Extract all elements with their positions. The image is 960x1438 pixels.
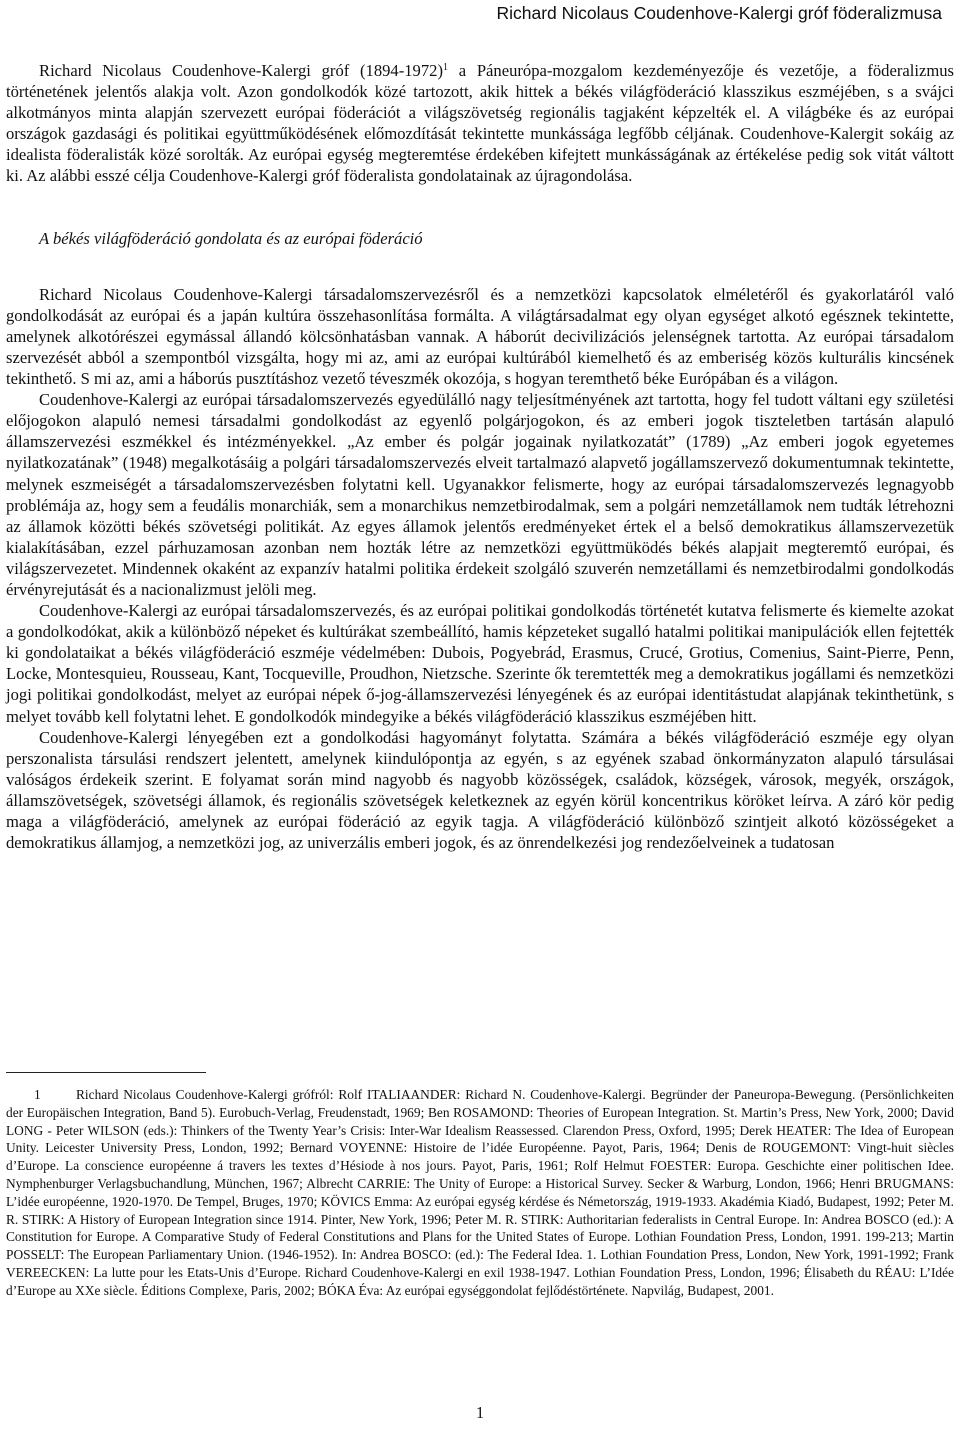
body-paragraph: Coudenhove-Kalergi az európai társadalomszervezés, és az európai politikai gondolkodás történetét kutatva felismerte és kiemelte azokat a gondolkodókat, akik a különböző népeket és kultúrákat szembeállító, hamis képzeteket sugalló hatalmi politikai manipulációk ellen fejtették ki gondolataikat a békés világföderáció eszméje védelmében: Dubois, Pogyebrád, Erasmus, Crucé, Grotius, Comenius, Saint-Pierre, Penn, Locke, Montesquieu, Rousseau, Kant, Tocqueville, Proudhon, Nietzsche. Szerinte ők teremtették meg a demokratikus jogállami és nemzetközi jogi politikai gondolkodást, melyet az európai népek ő-jog-államszervezési lényegének és az európai identitástudat alapjának tekinthetünk, s melyet tovább kell folytatni lehet. E gondolkodók mindegyike a békés világföderáció klasszikus eszméjében hitt.: [6, 601, 954, 726]
footnote-number: 1: [34, 1087, 41, 1102]
body-paragraph: Coudenhove-Kalergi az európai társadalomszervezés egyedülálló nagy teljesítményének azt tartotta, hogy fel tudott váltani egy születési előjogokon alapuló nemesi társadalmi gondolkodást az egyenlő polgárjogokon, és az emberi jogok tiszteletben tartásán alapuló államszervezési eszmékkel és intézményekkel. „Az ember és polgár jogainak nyilatkozatát” (1789) „Az emberi jogok egyetemes nyilatkozatának” (1948) megalkotásáig a polgári társadalomszervezés elveit tartalmazó alapvető jogállamszervező dokumentumnak tekintette, melynek eszmeiségét a társadalomszervezésben folytatni kell. Ugyanakkor felismerte, hogy az európai társadalomszervezés legnagyobb problémája az, hogy sem a feudális monarchiák, sem a monarchikus nemzetbirodalmak, sem a polgári nemzetállamok nem tudták létrehozni az államok közötti békés szövetségi politikát. Az egyes államok jelentős eredményeket értek el a belső demokratikus államszervezetük kialakításában, ezzel párhuzamosan azonban nem hozták létre az nemzetközi együttmüködés békés alapjait megteremtő európai, és világszervezetet. Mindennek okaként az expanzív hatalmi politika érdekeit szolgáló szuverén nemzetállami és nemzetbirodalmi gondolkodás érvényrejutását és a nacionalizmust jelöli meg.: [6, 390, 954, 599]
body-paragraph: Coudenhove-Kalergi lényegében ezt a gondolkodási hagyományt folytatta. Számára a békés világföderáció eszméje egy olyan perszonalista társulási rendszert jelentett, amelynek kiindulópontja az egyén, s az egyének szabad önkormányzaton alapuló társulásai valóságos érdekeik szerint. E folyamat során mind nagyobb és nagyobb közösségek, családok, községek, városok, megyék, országok, államszövetségek, szövetségi államok, és regionális szövetségek keletkeznek az egyén körül koncentrikus köröket leírva. A záró kör pedig maga a világföderáció, amelynek az európai föderáció az egyik tagja. A világföderáció különböző szintjeit alkotó közösségeket a demokratikus államjog, a nemzetközi jog, az univerzális emberi jogok, és az önrendelkezési jog rendezőelveinek a tudatosan: [6, 727, 954, 853]
footnote-divider: [6, 1072, 206, 1073]
intro-text-rest: a Páneurópa-mozgalom kezdeményezője és vezetője, a föderalizmus történetének jelentős alakja volt. Azon gondolkodók közé tartozott, akik hittek a békés világföderáció klasszikus eszméjében, s a svájci alkotmányos minta alapján szervezett európai föderációt a világszövetség regionális tagjaként képzelték el. A világbéke és az európai országok gazdasági és politikai együttműködésének előmozdítását tekintette munkássága legfőbb céljának. Coudenhove-Kalergit sokáig az idealista föderalisták közé sorolták. Az európai egység megteremtése érdekében kifejtett munkásságának az értékelése pedig sok vitát váltott ki. Az alábbi esszé célja Coudenhove-Kalergi gróf föderalista gondolatainak az újragondolása.: [6, 61, 954, 186]
body-paragraph: Richard Nicolaus Coudenhove-Kalergi társadalomszervezésről és a nemzetközi kapcsolatok elméletéről és gyakorlatáról való gondolkodását az európai és a japán kultúra összehasonlítása formálta. A világtársadalmat egy olyan egységet alkotó egésznek tekintette, amelynek alkotórészei egymással állandó kölcsönhatásban vannak. A háborút decivilizációs jelenségnek tartotta. Az európai társadalom szervezését abból a szempontból vizsgálta, hogy mi az, ami az európai kultúrából kiemelhető és az emberiség közös kulturális kincsének tekinthető. S mi az, ami a háborús pusztításhoz vezető téveszmék okozója, s hogyan teremthető béke Európában és a világon.: [6, 284, 954, 389]
intro-text-start: Richard Nicolaus Coudenhove-Kalergi gróf (1894-1972): [39, 61, 443, 80]
footnote-text: Richard Nicolaus Coudenhove-Kalergi grófról: Rolf ITALIAANDER: Richard N. Coudenhove-Kalergi. Begründer der Paneuropa-Bewegung. (Persönlichkeiten der Europäischen Integration, Band 5). Eurobuch-Verlag, Freudenstadt, 1969; Ben ROSAMOND: Theories of European Integration. St. Martin’s Press, New York, 2000; David LONG - Peter WILSON (eds.): Thinkers of the Twenty Year’s Crisis: Inter-War Idealism Reassessed. Clarendon Press, Oxford, 1995; Derek HEATER: The Idea of European Unity. Leicester University Press, London, 1992; Bernard VOYENNE: Histoire de l’idée Européenne. Payot, Paris, 1964; Denis de ROUGEMONT: Vingt-huit siècles d’Europe. La conscience européenne á travers les textes d’Hésiode à nos jours. Payot, Paris, 1961; Rolf Helmut FOESTER: Europa. Geschichte einer politischen Idee. Nymphenburger Verlagsbuchandlung, München, 1967; Albrecht CARRIE: The Unity of Europe: a Historical Survey. Secker & Warburg, London, 1966; Henri BRUGMANS: L’idée européenne, 1920-1970. De Tempel, Bruges, 1970; KÖVICS Emma: Az európai egység kérdése és Németország, 1919-1933. Akadémia Kiadó, Budapest, 1992; Peter M. R. STIRK: A History of European Integration since 1914. Pinter, New York, 1996; Peter M. R. STIRK: Authoritarian federalists in Central Europe. In: Andrea BOSCO (ed.): A Constitution for Europe. A Comparative Study of Federal Constitutions and Plans for the United States of Europe. Lothian Foundation Press, London, 1991. 199-213; Martin POSSELT: The European Parliamentary Union. (1946-1952). In: Andrea BOSCO: (ed.): The Federal Idea. 1. Lothian Foundation Press, London, New York, 1991-1992; Frank VEREECKEN: La lutte pour les Etats-Unis d’Europe. Richard Coudenhove-Kalergi en exil 1938-1947. Lothian Foundation Press, London, 1996; Élisabeth du RÉAU: L’Idée d’Europe au XXe siècle. Éditions Complexe, Paris, 2002; BÓKA Éva: Az európai egységgondolat fejlődéstörténete. Napvilág, Budapest, 2001.: [6, 1087, 954, 1298]
footnote: [6, 1086, 954, 1300]
running-header: Richard Nicolaus Coudenhove-Kalergi gróf föderalizmusa: [496, 3, 942, 23]
body-text: [6, 60, 954, 853]
page-number: 1: [475, 1403, 485, 1422]
section-title: A békés világföderáció gondolata és az európai föderáció: [39, 228, 423, 248]
footnote-reference[interactable]: 1: [442, 62, 448, 73]
intro-paragraph: [6, 60, 954, 187]
